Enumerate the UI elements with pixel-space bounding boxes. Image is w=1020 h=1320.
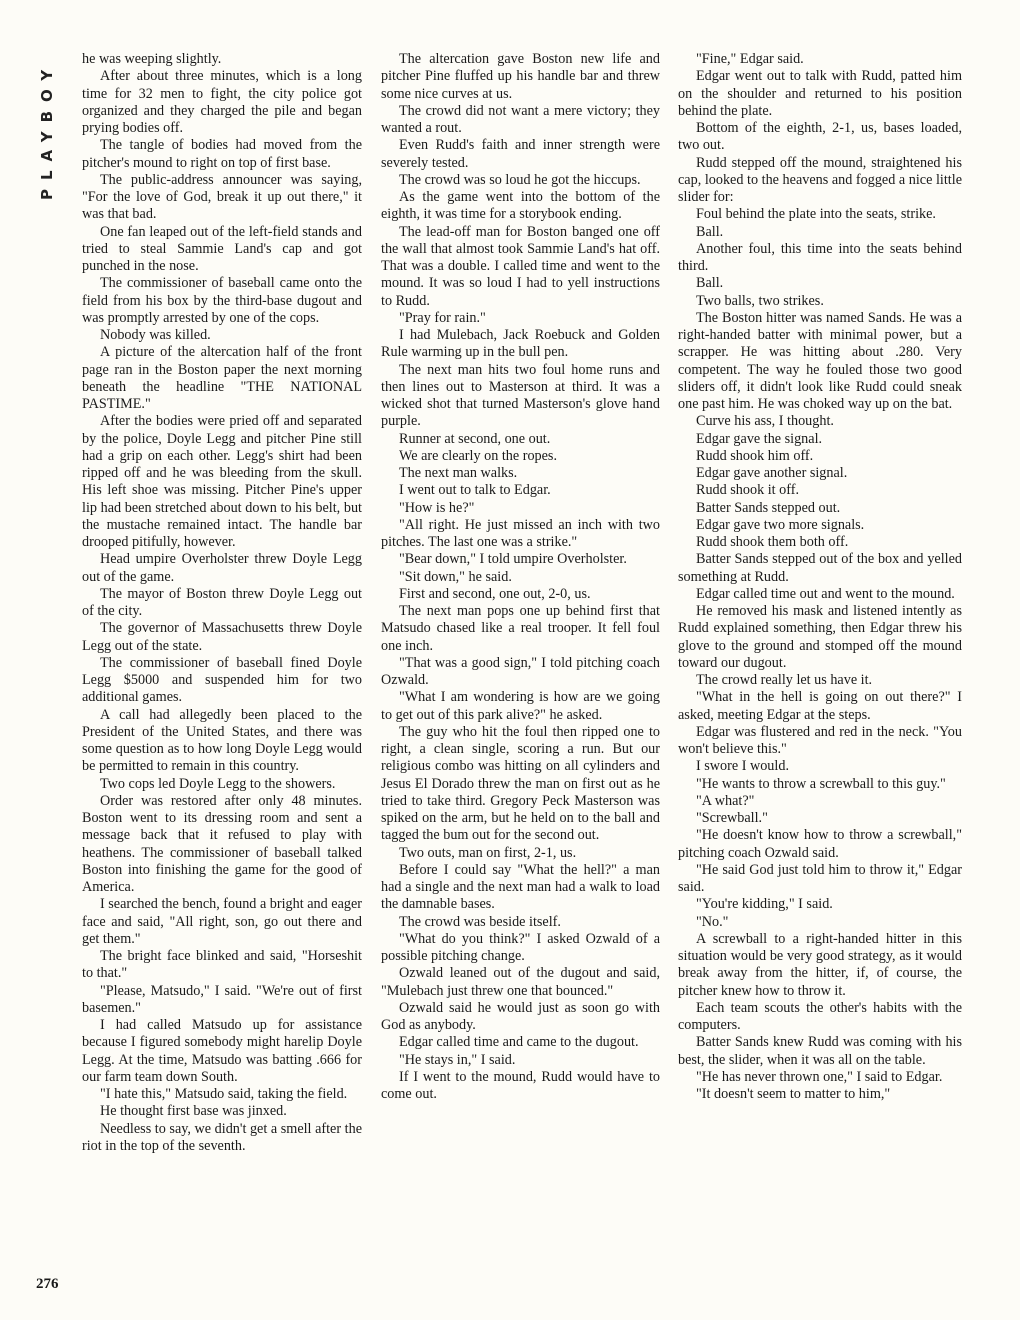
paragraph: "How is he?" — [399, 499, 475, 516]
paragraph: "Sit down," he said. — [399, 568, 512, 585]
paragraph: Runner at second, one out. — [399, 430, 551, 447]
paragraph: The Boston hitter was named Sands. He was a right-handed batter with minimal power, but a scrapper. He was hitting about .280. Very competent. The way he fouled those two good sliders off, it didn't look like Rudd could sneak one past him. He was choked way up on the bat. — [678, 309, 962, 412]
paragraph: If I went to the mound, Rudd would have to come out. — [381, 1068, 660, 1102]
paragraph: "Bear down," I told umpire Overholster. — [399, 551, 627, 568]
paragraph: I had Mulebach, Jack Roebuck and Golden Rule warming up in the bull pen. — [381, 327, 660, 361]
paragraph: Two cops led Doyle Legg to the showers. — [100, 775, 336, 792]
paragraph: "Pray for rain." — [399, 309, 486, 326]
paragraph: Batter Sands stepped out of the box and yelled something at Rudd. — [678, 551, 962, 585]
paragraph: The public-address announcer was saying, "For the love of God, break it up out there," it was that bad. — [82, 171, 362, 223]
paragraph: he was weeping slightly. — [82, 51, 222, 67]
paragraph: "That was a good sign," I told pitching coach Ozwald. — [381, 654, 660, 688]
paragraph: After about three minutes, which is a long time for 32 men to fight, the city police got organized and they charged the pile and began prying bodies off. — [82, 68, 362, 136]
paragraph: Edgar called time out and went to the mound. — [696, 585, 955, 602]
paragraph: Rudd stepped off the mound, straightened his cap, looked to the heavens and fogged a nice little slider for: — [678, 154, 962, 205]
paragraph: The mayor of Boston threw Doyle Legg out of the city. — [82, 585, 362, 619]
paragraph: The next man hits two foul home runs and then lines out to Masterson at third. It was a wicked shot that turned Masterson's glove hand purple. — [381, 361, 660, 430]
paragraph: "What do you think?" I asked Ozwald of a possible pitching change. — [381, 930, 660, 964]
paragraph: The governor of Massachusetts threw Doyle Legg out of the state. — [82, 620, 362, 654]
paragraph: The altercation gave Boston new life and pitcher Pine fluffed up his handle bar and threw some nice curves at us. — [381, 51, 660, 102]
paragraph: Foul behind the plate into the seats, strike. — [696, 206, 936, 223]
paragraph: "I hate this," Matsudo said, taking the field. — [100, 1086, 348, 1102]
paragraph: Rudd shook it off. — [696, 482, 799, 499]
paragraph: Batter Sands stepped out. — [696, 499, 841, 516]
paragraph: Batter Sands knew Rudd was coming with his best, the slider, when it was all on the table. — [678, 1034, 962, 1068]
paragraph: A call had allegedly been placed to the President of the United States, and there was some question as to how long Doyle Legg would be permitted to remain in this country. — [82, 706, 362, 775]
magazine-name: PLAYBOY — [38, 60, 56, 200]
paragraph: Ball. — [696, 223, 724, 240]
paragraph: The crowd did not want a mere victory; they wanted a rout. — [381, 102, 660, 136]
paragraph: The crowd really let us have it. — [696, 672, 873, 688]
paragraph: Edgar gave another signal. — [696, 465, 848, 481]
paragraph: The commissioner of baseball fined Doyle Legg $5000 and suspended him for two additional games. — [82, 654, 362, 706]
paragraph: Each team scouts the other's habits with the computers. — [678, 999, 962, 1033]
paragraph: "It doesn't seem to matter to him," — [696, 1086, 891, 1102]
paragraph: We are clearly on the ropes. — [399, 447, 557, 464]
paragraph: As the game went into the bottom of the eighth, it was time for a storybook ending. — [381, 189, 660, 223]
paragraph: Edgar gave two more signals. — [696, 516, 865, 533]
paragraph: Edgar went out to talk with Rudd, patted him on the shoulder and returned to his position behind the plate. — [678, 68, 962, 119]
paragraph: "A what?" — [696, 792, 755, 809]
paragraph: "He has never thrown one," I said to Edgar. — [696, 1068, 943, 1085]
paragraph: Curve his ass, I thought. — [696, 413, 834, 430]
paragraph: A screwball to a right-handed hitter in this situation would be very good strategy, as it would break away from the hitter, if, of course, the pitcher knew how to throw it. — [678, 930, 962, 999]
paragraph: Order was restored after only 48 minutes. Boston went to its dressing room and sent a message back that it refused to play with heathens. The commissioner of baseball talked Boston into finishing the game for the good of America. — [82, 792, 362, 895]
paragraph: Even Rudd's faith and inner strength were severely tested. — [381, 137, 660, 171]
paragraph: Two balls, two strikes. — [696, 292, 824, 309]
text-column-2 — [381, 51, 660, 1103]
paragraph: The lead-off man for Boston banged one off the wall that almost took Sammie Land's hat off. That was a double. I called time and went to the mound. It was so loud I had to yell instructions to Rudd. — [381, 223, 660, 309]
paragraph: "He doesn't know how to throw a screwball," pitching coach Ozwald said. — [678, 827, 962, 861]
paragraph: Ozwald leaned out of the dugout and said, "Mulebach just threw one that bounced." — [381, 965, 660, 999]
paragraph: "All right. He just missed an inch with two pitches. The last one was a strike." — [381, 516, 660, 550]
paragraph: "Screwball." — [696, 810, 768, 826]
paragraph: The bright face blinked and said, "Horseshit to that." — [82, 948, 362, 982]
paragraph: Rudd shook him off. — [696, 447, 814, 464]
paragraph: "What I am wondering is how are we going to get out of this park alive?" he asked. — [381, 689, 660, 723]
paragraph: The next man walks. — [399, 465, 518, 481]
text-column-3 — [678, 51, 962, 1103]
paragraph: I searched the bench, found a bright and eager face and said, "All right, son, go out there and get them." — [82, 896, 362, 947]
paragraph: "No." — [696, 913, 729, 930]
paragraph: Bottom of the eighth, 2-1, us, bases loaded, two out. — [678, 120, 962, 154]
paragraph: The crowd was so loud he got the hiccups. — [399, 171, 641, 188]
paragraph: Edgar gave the signal. — [696, 430, 823, 447]
paragraph: The commissioner of baseball came onto the field from his box by the third-base dugout and was promptly arrested by one of the cops. — [82, 275, 362, 326]
paragraph: He removed his mask and listened intently as Rudd explained something, then Edgar threw his glove to the ground and stomped off the mound toward our dugout. — [678, 603, 962, 671]
paragraph: Needless to say, we didn't get a smell after the riot in the top of the seventh. — [82, 1120, 362, 1154]
paragraph: "He said God just told him to throw it," Edgar said. — [678, 861, 962, 895]
paragraph: The guy who hit the foul then ripped one to right, a clean single, scoring a run. But our religious combo was hitting on all cylinders and Jesus El Dorado threw the man on first out as he tried to take third. Gregory Peck Masterson was spiked on the arm, but he held on to the ball and tagged the bum out for the second out. — [381, 723, 660, 844]
paragraph: Before I could say "What the hell?" a man had a single and the next man had a walk to load the damnable bases. — [381, 861, 660, 913]
paragraph: I went out to talk to Edgar. — [399, 482, 551, 499]
magazine-side-label — [34, 50, 64, 200]
paragraph: "Fine," Edgar said. — [696, 51, 804, 67]
paragraph: The tangle of bodies had moved from the pitcher's mound to right on top of first base. — [82, 137, 362, 171]
paragraph: After the bodies were pried off and separated by the police, Doyle Legg and pitcher Pine still had a grip on each other. Legg's shirt had been ripped off and he was bleeding from the skull. His left shoe was missing. Pitcher Pine's upper lip had been stretched about down to his belt, but the mustache remained intact. The handle bar drooped pitifully, however. — [82, 413, 362, 550]
paragraph: First and second, one out, 2-0, us. — [399, 585, 591, 602]
page-number: 276 — [36, 1276, 59, 1292]
paragraph: "Please, Matsudo," I said. "We're out of first basemen." — [82, 982, 362, 1016]
paragraph: Head umpire Overholster threw Doyle Legg out of the game. — [82, 551, 362, 585]
paragraph: Edgar called time and came to the dugout. — [399, 1034, 639, 1051]
paragraph: Ozwald said he would just as soon go with God as anybody. — [381, 999, 660, 1033]
paragraph: Two outs, man on first, 2-1, us. — [399, 844, 577, 861]
paragraph: I swore I would. — [696, 758, 789, 775]
paragraph: Edgar was flustered and red in the neck. "You won't believe this." — [678, 723, 962, 757]
paragraph: Rudd shook them both off. — [696, 534, 849, 550]
paragraph: Ball. — [696, 275, 724, 292]
paragraph: The next man pops one up behind first that Matsudo chased like a real trooper. It fell foul one inch. — [381, 603, 660, 654]
paragraph: A picture of the altercation half of the front page ran in the Boston paper the next morning beneath the headline "THE NATIONAL PASTIME." — [82, 344, 362, 412]
text-column-1 — [82, 51, 362, 1155]
paragraph: Another foul, this time into the seats behind third. — [678, 240, 962, 274]
paragraph: The crowd was beside itself. — [399, 913, 561, 930]
paragraph: One fan leaped out of the left-field stands and tried to steal Sammie Land's cap and got punched in the nose. — [82, 223, 362, 274]
paragraph: "You're kidding," I said. — [696, 896, 833, 913]
paragraph: Nobody was killed. — [100, 327, 211, 343]
paragraph: "He wants to throw a screwball to this guy." — [696, 775, 946, 792]
paragraph: "What in the hell is going on out there?" I asked, meeting Edgar at the steps. — [678, 689, 962, 723]
paragraph: I had called Matsudo up for assistance because I figured somebody might harelip Doyle Legg. At the time, Matsudo was batting .666 for our farm team down South. — [82, 1017, 362, 1085]
paragraph: "He stays in," I said. — [399, 1051, 516, 1068]
paragraph: He thought first base was jinxed. — [100, 1103, 287, 1120]
